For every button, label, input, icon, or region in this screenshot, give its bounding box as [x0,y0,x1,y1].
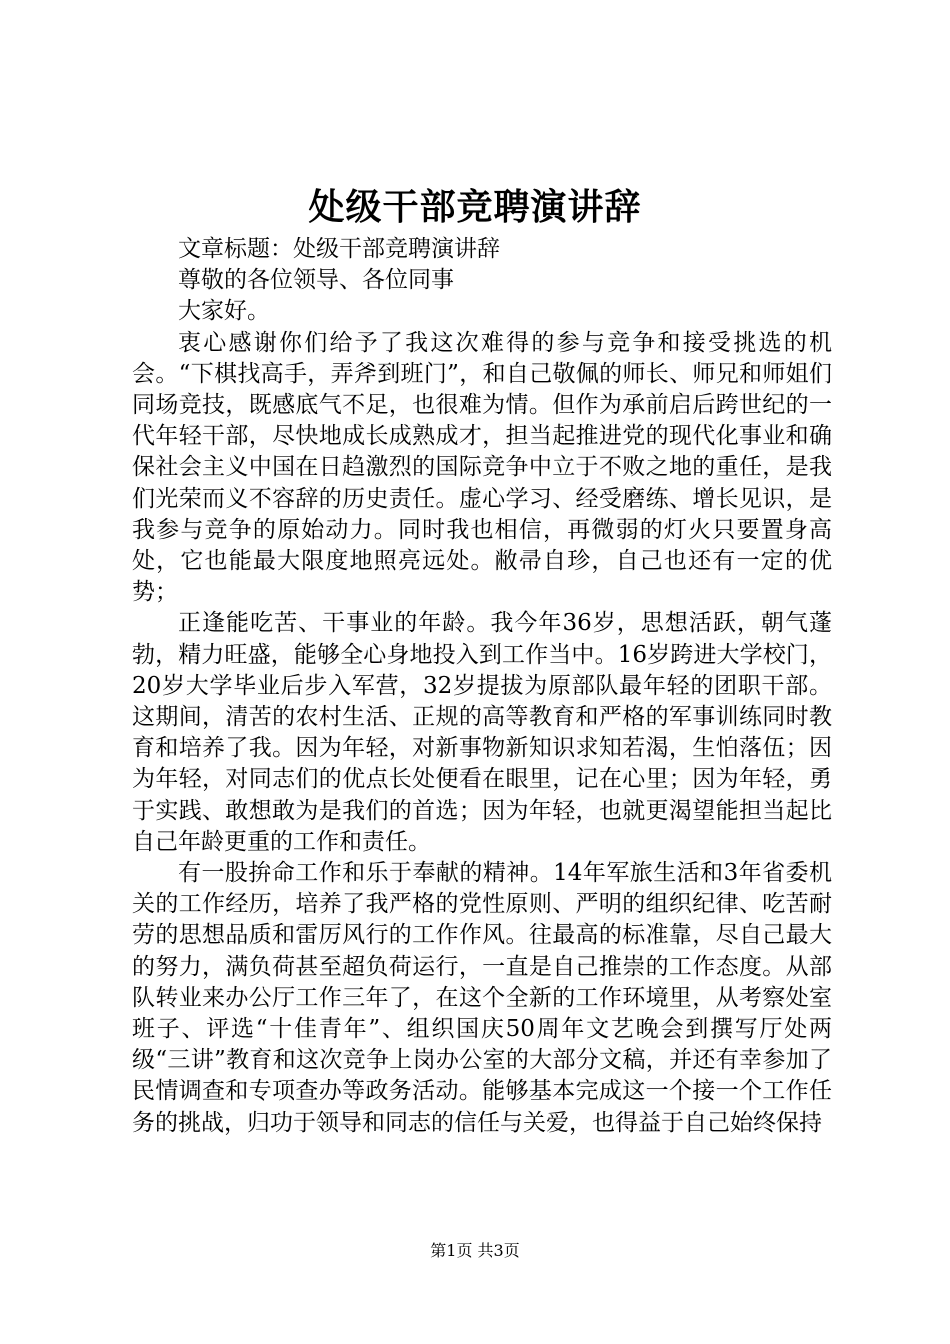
page-number-footer: 第1页 共3页 [430,1241,520,1260]
paragraph-article-title: 文章标题：处级干部竞聘演讲辞 [178,236,500,262]
paragraph-body-3: 有一股拚命工作和乐于奉献的精神。14年军旅生活和3年省委机关的工作经历，培养了我严格的党性原则、严明的组织纪律、吃苦耐劳的思想品质和雷厉风行的工作作风。往最高的标准靠，尽自己最大的努力，满负荷甚至超负荷运行，一直是自己推崇的工作态度。从部队转业来办公厅工作三年了，在这个全新的工作环境里，从考察处室班子、评选“十佳青年”、组织国庆50周年文艺晚会到撰写厅处两级“三讲”教育和这次竞争上岗办公室的大部分文稿，并还有幸参加了民情调查和专项查办等政务活动。能够基本完成这一个接一个工作任务的挑战，归功于领导和同志的信任与关爱，也得益于自己始终保持 [132,860,832,1136]
paragraph-greeting: 大家好。 [178,298,270,325]
paragraph-body-2: 正逢能吃苦、干事业的年龄。我今年36岁，思想活跃，朝气蓬勃，精力旺盛，能够全心身地投入到工作当中。16岁跨进大学校门，20岁大学毕业后步入军营，32岁提拔为原部队最年轻的团职干部。这期间，清苦的农村生活、正规的高等教育和严格的军事训练同时教育和培养了我。因为年轻，对新事物新知识求知若渴，生怕落伍；因为年轻，对同志们的优点长处便看在眼里，记在心里；因为年轻，勇于实践、敢想敢为是我们的首选；因为年轻，也就更渴望能担当起比自己年龄更重的工作和责任。 [132,610,832,855]
paragraph-salutation: 尊敬的各位领导、各位同事 [178,267,454,294]
paragraph-body-1: 衷心感谢你们给予了我这次难得的参与竞争和接受挑选的机会。“下棋找高手，弄斧到班门”，和自己敬佩的师长、师兄和师姐们同场竞技，既感底气不足，也很难为情。但作为承前启后跨世纪的一代年轻干部，尽快地成长成熟成才，担当起推进党的现代化事业和确保社会主义中国在日趋激烈的国际竞争中立于不败之地的重任，是我们光荣而义不容辞的历史责任。虚心学习、经受磨练、增长见识，是我参与竞争的原始动力。同时我也相信，再微弱的灯火只要置身高处，它也能最大限度地照亮远处。敝帚自珍，自己也还有一定的优势； [132,329,832,606]
document-body [132,234,832,1139]
page-title: 处级干部竞聘演讲辞 [308,186,642,228]
